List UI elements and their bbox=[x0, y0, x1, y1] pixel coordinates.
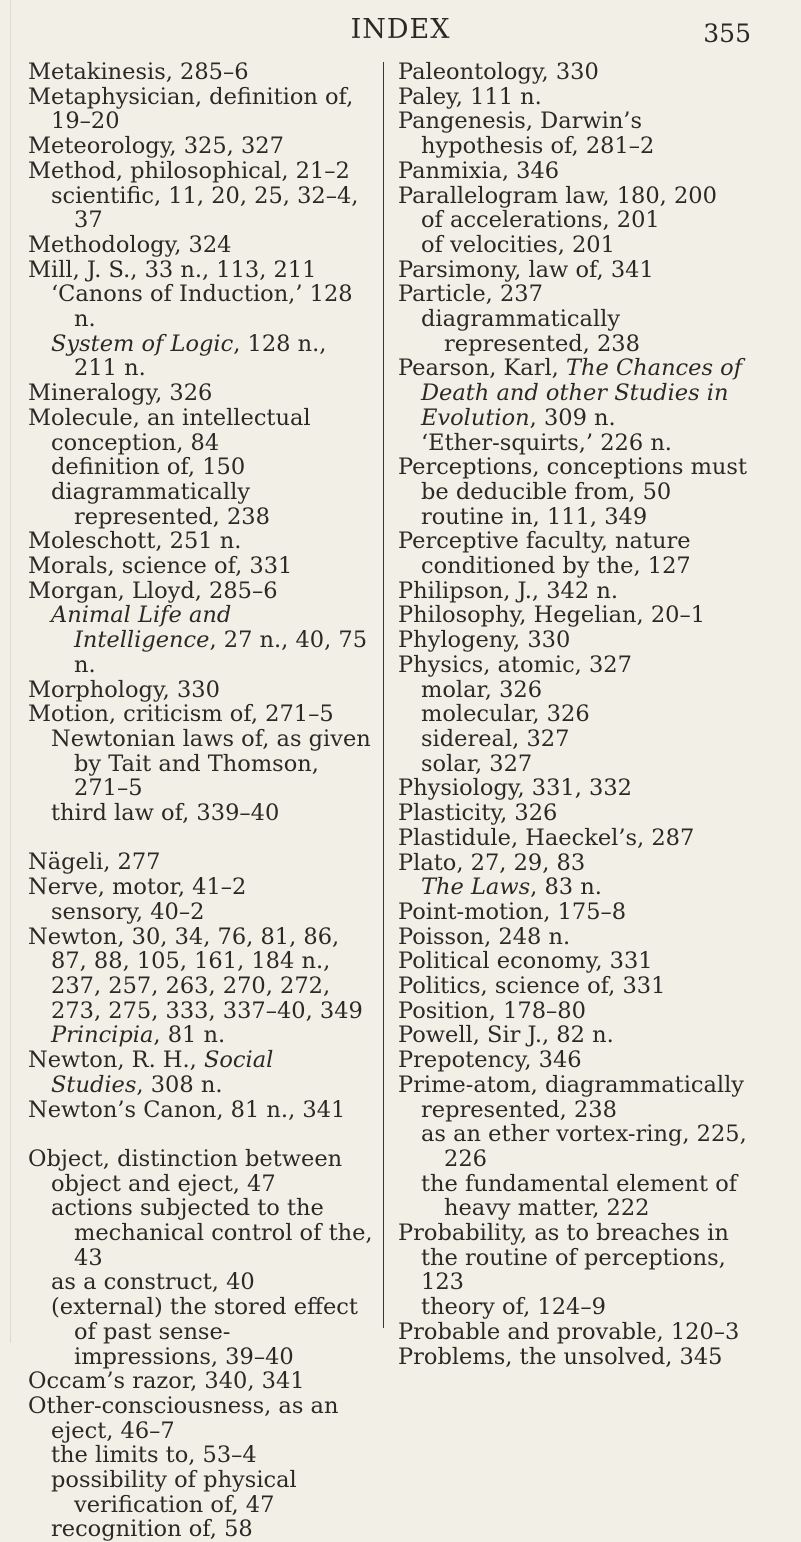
column-divider bbox=[383, 62, 384, 1328]
index-subentry: solar, 327 bbox=[421, 750, 533, 777]
index-entry: Powell, Sir J., 82 n. bbox=[398, 1022, 614, 1049]
index-entry: Newton, R. H., Social Studies, 308 n. bbox=[28, 1047, 274, 1098]
index-entry: Newton, 30, 34, 76, 81, 86, 87, 88, 105, 161, 184 n., 237, 257, 263, 270, 272, 273, 275, 333, 337–40, 349 bbox=[28, 923, 363, 1024]
index-entry: Morphology, 330 bbox=[28, 676, 220, 703]
index-subentry: recognition of, 58 bbox=[51, 1516, 253, 1542]
index-entry: Moleschott, 251 n. bbox=[28, 528, 242, 555]
index-subentry: Newtonian laws of, as given by Tait and Thomson, 271–5 bbox=[51, 725, 371, 802]
index-subentry: routine in, 111, 349 bbox=[421, 503, 648, 530]
index-entry: Philosophy, Hegelian, 20–1 bbox=[398, 602, 706, 629]
index-entry: Pangenesis, Darwin’s hypothesis of, 281–2 bbox=[398, 108, 655, 160]
index-entry: Occam’s razor, 340, 341 bbox=[28, 1368, 305, 1395]
index-entry: Morgan, Lloyd, 285–6 bbox=[28, 577, 278, 604]
index-subentry: sensory, 40–2 bbox=[51, 898, 205, 925]
index-entry: Metakinesis, 285–6 bbox=[28, 59, 249, 85]
index-entry: Position, 178–80 bbox=[398, 997, 586, 1024]
index-subentry: sidereal, 327 bbox=[421, 725, 570, 752]
index-entry: Paley, 111 n. bbox=[398, 83, 542, 110]
index-subentry: scientific, 11, 20, 25, 32–4, 37 bbox=[51, 182, 359, 234]
index-entry: Particle, 237 bbox=[398, 281, 543, 308]
page-edge-shadow bbox=[10, 0, 11, 1343]
index-entry: Probability, as to breaches in the routine of perceptions, 123 bbox=[398, 1220, 729, 1296]
index-entry: Probable and provable, 120–3 bbox=[398, 1318, 740, 1345]
index-subentry: of velocities, 201 bbox=[421, 231, 615, 258]
index-entry: Physiology, 331, 332 bbox=[398, 775, 632, 802]
index-subentry: Animal Life and Intelligence, 27 n., 40, 75 n. bbox=[51, 602, 368, 678]
index-subentry: actions subjected to the mechanical control of the, 43 bbox=[51, 1195, 373, 1271]
index-entry: Political economy, 331 bbox=[398, 948, 653, 975]
index-subentry: ‘Canons of Induction,’ 128 n. bbox=[51, 281, 353, 333]
index-entry: Methodology, 324 bbox=[28, 231, 232, 258]
index-entry: Pearson, Karl, The Chances of Death and other Studies in Evolution, 309 n. bbox=[398, 355, 743, 431]
index-subentry: ‘Ether-squirts,’ 226 n. bbox=[421, 429, 672, 456]
index-entry: Point-motion, 175–8 bbox=[398, 898, 627, 925]
index-entry: Molecule, an intellectual conception, 84 bbox=[28, 404, 311, 456]
page-number: 355 bbox=[703, 19, 751, 48]
index-entry: Panmixia, 346 bbox=[398, 157, 560, 184]
index-entry: Nägeli, 277 bbox=[28, 849, 161, 876]
index-subentry: as a construct, 40 bbox=[51, 1269, 255, 1296]
index-entry: Perceptions, conceptions must be deducible from, 50 bbox=[398, 454, 747, 505]
index-subentry: possibility of physical verification of, 47 bbox=[51, 1467, 297, 1518]
index-entry: Metaphysician, definition of, 19–20 bbox=[28, 83, 354, 135]
index-column-right bbox=[398, 60, 768, 1369]
index-entry: Mineralogy, 326 bbox=[28, 380, 213, 407]
index-entry: Morals, science of, 331 bbox=[28, 553, 293, 580]
index-entry: Prime-atom, diagrammatically represented, 238 bbox=[398, 1071, 745, 1123]
index-entry: Paleontology, 330 bbox=[398, 59, 599, 85]
index-column-left bbox=[28, 60, 373, 1542]
index-entry: Poisson, 248 n. bbox=[398, 923, 571, 950]
index-entry: Newton’s Canon, 81 n., 341 bbox=[28, 1096, 346, 1123]
index-subentry: The Laws, 83 n. bbox=[421, 874, 602, 901]
index-subentry: (external) the stored effect of past sense-impressions, 39–40 bbox=[51, 1294, 358, 1370]
index-subentry: diagrammatically represented, 238 bbox=[51, 478, 270, 530]
index-subentry: of accelerations, 201 bbox=[421, 207, 660, 234]
index-entry: Plasticity, 326 bbox=[398, 800, 558, 827]
index-subentry: diagrammatically represented, 238 bbox=[421, 306, 640, 357]
index-entry: Philipson, J., 342 n. bbox=[398, 577, 618, 604]
index-subentry: theory of, 124–9 bbox=[421, 1294, 606, 1321]
index-entry: Phylogeny, 330 bbox=[398, 627, 571, 654]
index-entry: Mill, J. S., 33 n., 113, 211 bbox=[28, 256, 317, 283]
index-subentry: as an ether vortex-ring, 225, 226 bbox=[421, 1121, 747, 1172]
entry-spacer bbox=[28, 826, 373, 851]
index-entry: Physics, atomic, 327 bbox=[398, 651, 632, 678]
index-entry: Meteorology, 325, 327 bbox=[28, 133, 284, 160]
index-entry: Parsimony, law of, 341 bbox=[398, 256, 654, 283]
index-entry: Problems, the unsolved, 345 bbox=[398, 1343, 723, 1370]
index-subentry: third law of, 339–40 bbox=[51, 800, 280, 827]
index-subentry: definition of, 150 bbox=[51, 454, 246, 481]
index-entry: Perceptive faculty, nature conditioned by the, 127 bbox=[398, 528, 691, 580]
index-subentry: the limits to, 53–4 bbox=[51, 1442, 257, 1469]
index-entry: Motion, criticism of, 271–5 bbox=[28, 701, 334, 728]
index-entry: Politics, science of, 331 bbox=[398, 973, 666, 1000]
index-subentry: the fundamental element of heavy matter, 222 bbox=[421, 1170, 738, 1222]
index-subentry: Principia, 81 n. bbox=[51, 1022, 226, 1049]
index-entry: Plato, 27, 29, 83 bbox=[398, 849, 586, 876]
index-entry: Nerve, motor, 41–2 bbox=[28, 874, 247, 901]
page-title: INDEX bbox=[350, 14, 451, 45]
index-entry: Plastidule, Haeckel’s, 287 bbox=[398, 824, 695, 851]
page-header bbox=[0, 12, 801, 48]
index-subentry: molecular, 326 bbox=[421, 701, 590, 728]
index-subentry: molar, 326 bbox=[421, 676, 543, 703]
index-entry: Method, philosophical, 21–2 bbox=[28, 157, 350, 184]
index-subentry: System of Logic, 128 n., 211 n. bbox=[51, 330, 327, 382]
index-entry: Parallelogram law, 180, 200 bbox=[398, 182, 717, 209]
entry-spacer bbox=[28, 1122, 373, 1147]
index-entry: Object, distinction between object and eject, 47 bbox=[28, 1145, 343, 1197]
index-entry: Prepotency, 346 bbox=[398, 1047, 582, 1074]
index-entry: Other-consciousness, as an eject, 46–7 bbox=[28, 1392, 339, 1444]
